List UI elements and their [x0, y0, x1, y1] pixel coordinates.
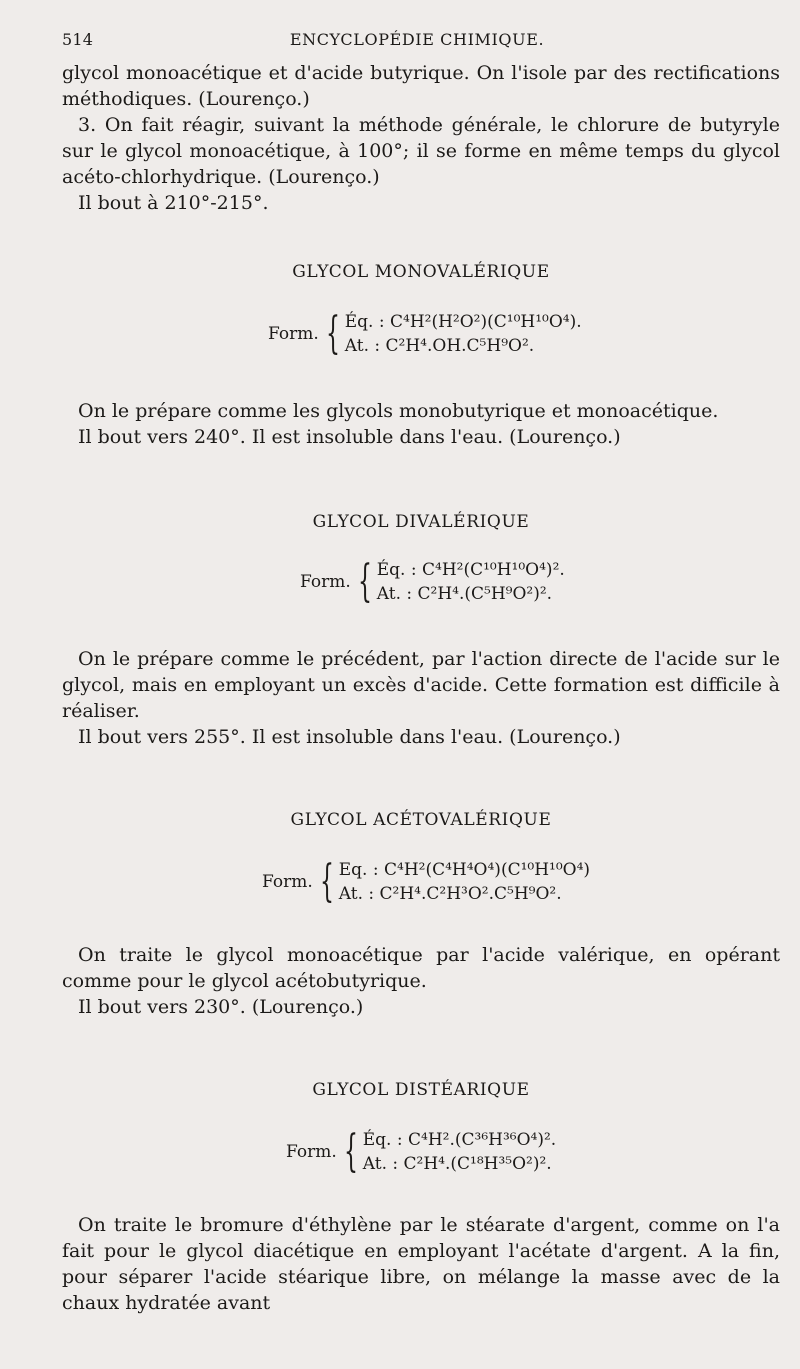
paragraph: Il bout vers 255°. Il est insoluble dans l'eau. (Lourenço.) — [78, 726, 621, 748]
section-title: GLYCOL MONOVALÉRIQUE — [292, 262, 550, 282]
section-text — [62, 646, 780, 750]
form-label: Form. — [268, 324, 319, 344]
paragraph: On le prépare comme le précédent, par l'action directe de l'acide sur le glycol, mais en employant un excès d'acide. Cette formation est difficile à réaliser. — [62, 648, 780, 722]
paragraph: On traite le glycol monoacétique par l'acide valérique, en opérant comme pour le glycol acétobutyrique. — [62, 944, 780, 992]
formula-eq: Eq. : C⁴H²(C⁴H⁴O⁴)(C¹⁰H¹⁰O⁴) — [338, 860, 591, 880]
section-title: GLYCOL DISTÉARIQUE — [312, 1080, 530, 1100]
form-label: Form. — [262, 872, 313, 892]
formula-at: At. : C²H⁴.OH.C⁵H⁹O². — [344, 336, 535, 356]
formula-block — [300, 558, 565, 606]
paragraph: On le prépare comme les glycols monobutyrique et monoacétique. — [78, 400, 719, 422]
page-header — [62, 30, 772, 56]
formula-at: At. : C²H⁴.(C⁵H⁹O²)². — [376, 584, 553, 604]
form-label: Form. — [300, 572, 351, 592]
brace: { — [357, 556, 372, 607]
page-number: 514 — [62, 30, 94, 49]
form-label: Form. — [286, 1142, 337, 1162]
formula-eq: Éq. : C⁴H²(C¹⁰H¹⁰O⁴)². — [376, 560, 565, 580]
formula-eq: Éq. : C⁴H².(C³⁶H³⁶O⁴)². — [362, 1130, 557, 1150]
paragraph: Il bout vers 230°. (Lourenço.) — [78, 996, 364, 1018]
intro-text — [62, 60, 780, 216]
formula-block — [268, 310, 582, 358]
formula-at: At. : C²H⁴.(C¹⁸H³⁵O²)². — [362, 1154, 552, 1174]
brace: { — [325, 308, 340, 359]
section-text — [62, 1212, 780, 1316]
section-text — [62, 942, 780, 1020]
section-text — [62, 398, 780, 450]
section-title: GLYCOL DIVALÉRIQUE — [312, 512, 530, 532]
paragraph: Il bout vers 240°. Il est insoluble dans l'eau. (Lourenço.) — [78, 426, 621, 448]
paragraph: On traite le bromure d'éthylène par le stéarate d'argent, comme on l'a fait pour le glycol diacétique en employant l'acétate d'argent. A la fin, pour séparer l'acide stéarique libre, on mélange la masse avec de la chaux hydratée avant — [62, 1214, 780, 1314]
running-title: ENCYCLOPÉDIE CHIMIQUE. — [289, 30, 545, 49]
paragraph: 3. On fait réagir, suivant la méthode générale, le chlorure de butyryle sur le glycol monoacétique, à 100°; il se forme en même temps du glycol acéto-chlorhydrique. (Lourenço.) — [62, 114, 780, 188]
brace: { — [343, 1126, 358, 1177]
paragraph: Il bout à 210°-215°. — [78, 192, 269, 214]
formula-at: At. : C²H⁴.C²H³O².C⁵H⁹O². — [338, 884, 562, 904]
brace: { — [319, 856, 334, 907]
formula-block — [262, 858, 590, 906]
section-title: GLYCOL ACÉTOVALÉRIQUE — [290, 810, 552, 830]
paragraph: glycol monoacétique et d'acide butyrique. On l'isole par des rectifications méthodiques. (Lourenço.) — [62, 62, 780, 110]
formula-block — [286, 1128, 556, 1176]
formula-eq: Éq. : C⁴H²(H²O²)(C¹⁰H¹⁰O⁴). — [344, 312, 582, 332]
